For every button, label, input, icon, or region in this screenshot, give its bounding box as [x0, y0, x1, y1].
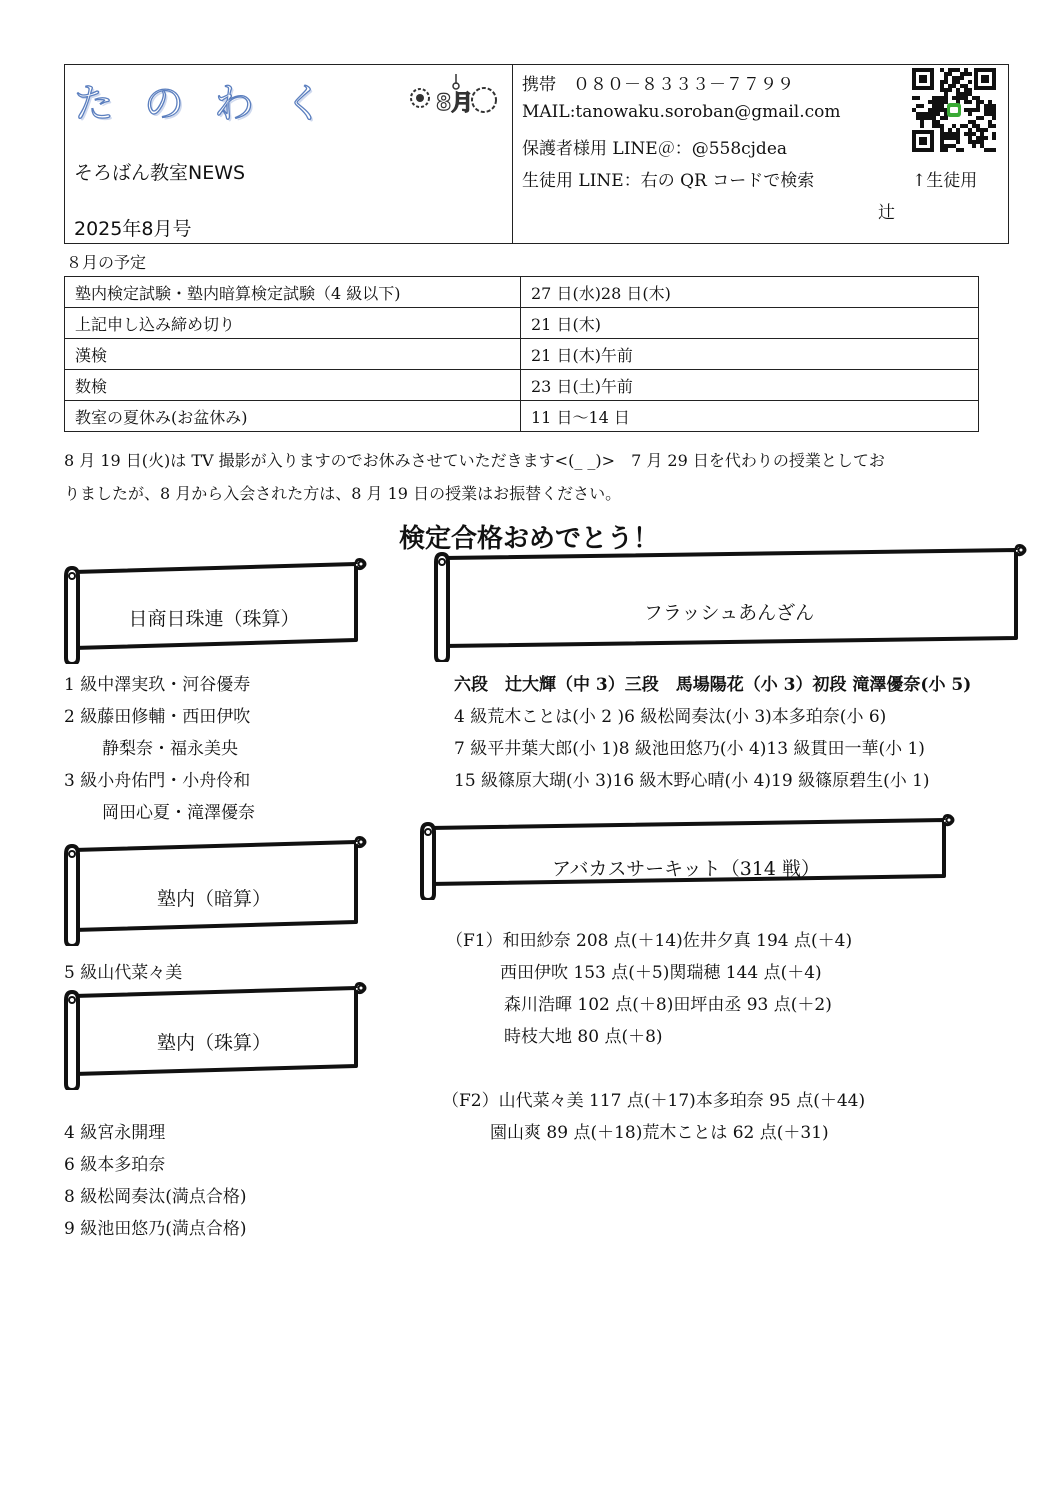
schedule-title: ８月の予定 [66, 253, 147, 272]
notice-line: 8 月 19 日(火)は TV 撮影が入りますのでお休みさせていただきます<(_ _)> 7 月 29 日を代わりの授業としてお [64, 451, 885, 470]
contact-email: MAIL:tanowaku.soroban@gmail.com [522, 102, 841, 122]
result-line: 4 級荒木ことは(小 2 )6 級松岡奏汰(小 3)本多珀奈(小 6) [454, 707, 887, 727]
result-line: 9 級池田悠乃(満点合格) [64, 1219, 247, 1239]
schedule-event: 上記申し込み締め切り [65, 308, 521, 339]
result-line: 5 級山代菜々美 [64, 963, 183, 983]
result-line: 時枝大地 80 点(＋8) [504, 1027, 663, 1047]
header-divider [512, 64, 513, 244]
schedule-table [64, 276, 979, 432]
scroll-banner-nissho [60, 558, 368, 664]
table-row [65, 339, 979, 370]
main-heading: 検定合格おめでとう！ [398, 524, 659, 554]
result-line: 岡田心夏・滝澤優奈 [102, 803, 255, 823]
schedule-date: 11 日〜14 日 [521, 401, 979, 432]
logo-title: たのわく [74, 81, 354, 127]
schedule-date: 27 日(水)28 日(木) [521, 277, 979, 308]
result-line: 7 級平井葉大郎(小 1)8 級池田悠乃(小 4)13 級貫田一華(小 1) [454, 739, 925, 759]
schedule-date: 21 日(木) [521, 308, 979, 339]
result-line: 六段 辻大輝（中 3）三段 馬場陽花（小 3）初段 滝澤優奈(小 5) [454, 675, 972, 695]
schedule-event: 塾内検定試験・塾内暗算検定試験（4 級以下) [65, 277, 521, 308]
table-row [65, 308, 979, 339]
section-title-nissho: 日商日珠連（珠算） [128, 608, 300, 630]
schedule-event: 数検 [65, 370, 521, 401]
result-line: 8 級松岡奏汰(満点合格) [64, 1187, 247, 1207]
scroll-banner-shuzan [60, 982, 368, 1090]
result-line: 森川浩暉 102 点(＋8)田坪由丞 93 点(＋2) [504, 995, 832, 1015]
section-title-shuzan: 塾内（珠算） [156, 1032, 271, 1054]
schedule-date: 21 日(木)午前 [521, 339, 979, 370]
table-row [65, 277, 979, 308]
result-line: 2 級藤田修輔・西田伊吹 [64, 707, 251, 727]
section-title-anzan: 塾内（暗算） [156, 888, 271, 910]
scroll-banner-flash [430, 544, 1028, 662]
table-row [65, 370, 979, 401]
result-line: 1 級中澤実玖・河谷優寿 [64, 675, 251, 695]
schedule-event: 漢検 [65, 339, 521, 370]
qr-code[interactable] [910, 66, 998, 154]
result-line: 静梨奈・福永美央 [102, 739, 238, 759]
result-line: 西田伊吹 153 点(＋5)関瑞穂 144 点(＋4) [500, 963, 822, 983]
section-title-flash: フラッシュあんざん [643, 602, 815, 624]
table-row [65, 401, 979, 432]
month-badge [406, 74, 498, 122]
section-title-abacus: アバカスサーキット（314 戦） [551, 858, 821, 880]
contact-line-students: 生徒用 LINE：右の QR コードで検索 [522, 171, 815, 191]
result-line: 6 級本多珀奈 [64, 1155, 166, 1175]
newsletter-subtitle: そろばん教室NEWS [74, 162, 246, 184]
scroll-banner-abacus [416, 814, 956, 900]
schedule-notice [64, 444, 999, 510]
result-line: （F2）山代菜々美 117 点(＋17)本多珀奈 95 点(＋44) [442, 1091, 866, 1111]
result-line: （F1）和田紗奈 208 点(＋14)佐井夕真 194 点(＋4) [446, 931, 853, 951]
scroll-banner-anzan [60, 836, 368, 946]
result-line: 園山爽 89 点(＋18)荒木ことは 62 点(＋31) [490, 1123, 829, 1143]
badge-label: 8月 [436, 91, 474, 116]
result-line: 3 級小舟佑門・小舟伶和 [64, 771, 251, 791]
schedule-event: 教室の夏休み(お盆休み) [65, 401, 521, 432]
qr-caption: ↑生徒用 [912, 171, 978, 191]
issue-date: 2025年8月号 [74, 218, 192, 240]
result-line: 15 級篠原大瑚(小 3)16 級木野心晴(小 4)19 級篠原碧生(小 1) [454, 771, 930, 791]
signature: 辻 [878, 203, 895, 223]
contact-line-parents: 保護者様用 LINE＠：@558cjdea [522, 139, 788, 159]
result-line: 4 級宮永開理 [64, 1123, 166, 1143]
notice-line: りましたが、8 月から入会された方は、8 月 19 日の授業はお振替ください。 [64, 484, 622, 503]
contact-phone: 携帯 ０８０－８３３３－７７９９ [522, 75, 794, 95]
schedule-date: 23 日(土)午前 [521, 370, 979, 401]
